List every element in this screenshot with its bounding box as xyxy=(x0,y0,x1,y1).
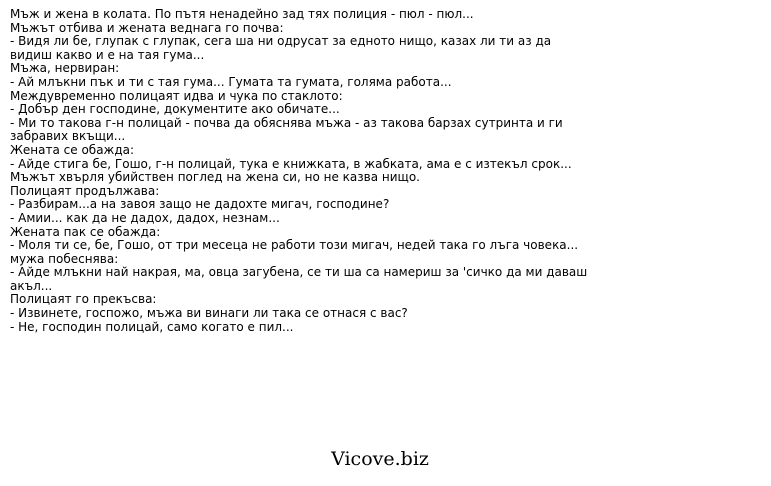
joke-line: - Амии... как да не дадох, дадох, незнам... xyxy=(10,210,280,225)
joke-line: - Айде млъкни най накрая, ма, овца загубена, се ти ша са намериш за 'сичко да ми даваш акъл... xyxy=(10,265,588,293)
joke-text xyxy=(10,8,590,334)
joke-line: - Извинете, госпожо, мъжа ви винаги ли така се отнася с вас? xyxy=(10,306,408,321)
joke-line: Жената пак се обажда: xyxy=(10,224,161,239)
joke-line: Полицаят продължава: xyxy=(10,183,160,198)
site-watermark: Vicove.biz xyxy=(331,448,429,470)
joke-line: - Ми то такова г-н полицай - почва да обяснява мъжа - аз такова барзах сутринта и ги забравих вкъщи... xyxy=(10,115,563,144)
joke-line: Мъжът хвърля убийствен поглед на жена си, но не казва нищо. xyxy=(10,170,420,185)
joke-line: мужа побеснява: xyxy=(10,251,119,266)
joke-line: - Видя ли бе, глупак с глупак, сега ша ни одрусат за едното нищо, казах ли ти аз да видиш какво и е на тая гума... xyxy=(10,34,552,62)
joke-line: Междувременно полицаят идва и чука по стаклото: xyxy=(10,88,343,103)
joke-line: Мъжът отбива и жената веднага го почва: xyxy=(10,20,284,35)
joke-line: - Ай млъкни пък и ти с тая гума... Гумата та гумата, голяма работа... xyxy=(10,74,452,89)
joke-line: - Добър ден господине, документите ако обичате... xyxy=(10,102,340,117)
joke-line: - Разбирам...а на завоя защо не дадохте мигач, господине? xyxy=(10,197,390,212)
joke-line: Мъжа, нервиран: xyxy=(10,61,120,76)
joke-line: - Не, господин полицай, само когато е пил... xyxy=(10,319,294,334)
joke-line: - Айде стига бе, Гошо, г-н полицай, тука е книжката, в жабката, ама е с изтекъл срок... xyxy=(10,156,572,171)
joke-line: Мъж и жена в колата. По пътя ненадейно зад тях полиция - пюл - пюл... xyxy=(10,7,474,21)
joke-line: Жената се обажда: xyxy=(10,142,135,157)
joke-line: - Моля ти се, бе, Гошо, от три месеца не работи този мигач, недей така го лъга човека... xyxy=(10,238,579,253)
joke-line: Полицаят го прекъсва: xyxy=(10,292,157,307)
